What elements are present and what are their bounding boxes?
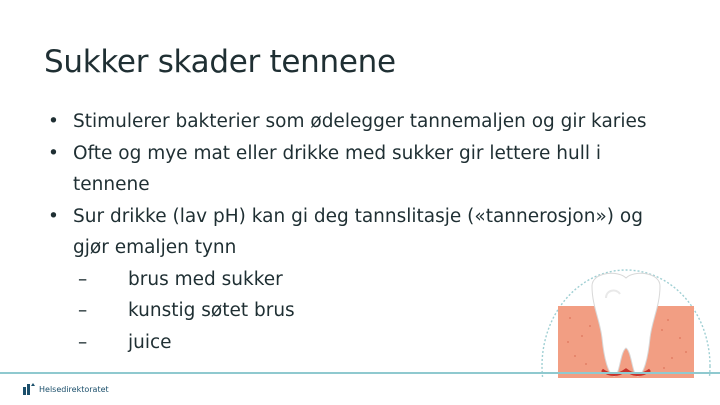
bullet-item: • Sur drikke (lav pH) kan gi deg tannslitasje («tannerosjon») og gjør emaljen tynn xyxy=(48,201,658,264)
slide-title: Sukker skader tennene xyxy=(44,44,396,80)
sub-bullet-item: – brus med sukker xyxy=(78,264,658,296)
tooth-icon xyxy=(540,268,712,378)
footer-divider xyxy=(0,372,720,374)
sub-bullet-item: – kunstig søtet brus xyxy=(78,295,658,327)
sub-bullet-item: – juice xyxy=(78,327,658,359)
logo-icon xyxy=(22,382,36,396)
footer-logo xyxy=(22,381,109,397)
logo-text: Helsedirektoratet xyxy=(39,384,109,394)
bullet-item: • Stimulerer bakterier som ødelegger tannemaljen og gir karies xyxy=(48,106,658,138)
bullet-item: • Ofte og mye mat eller drikke med sukker gir lettere hull i tennene xyxy=(48,138,658,201)
